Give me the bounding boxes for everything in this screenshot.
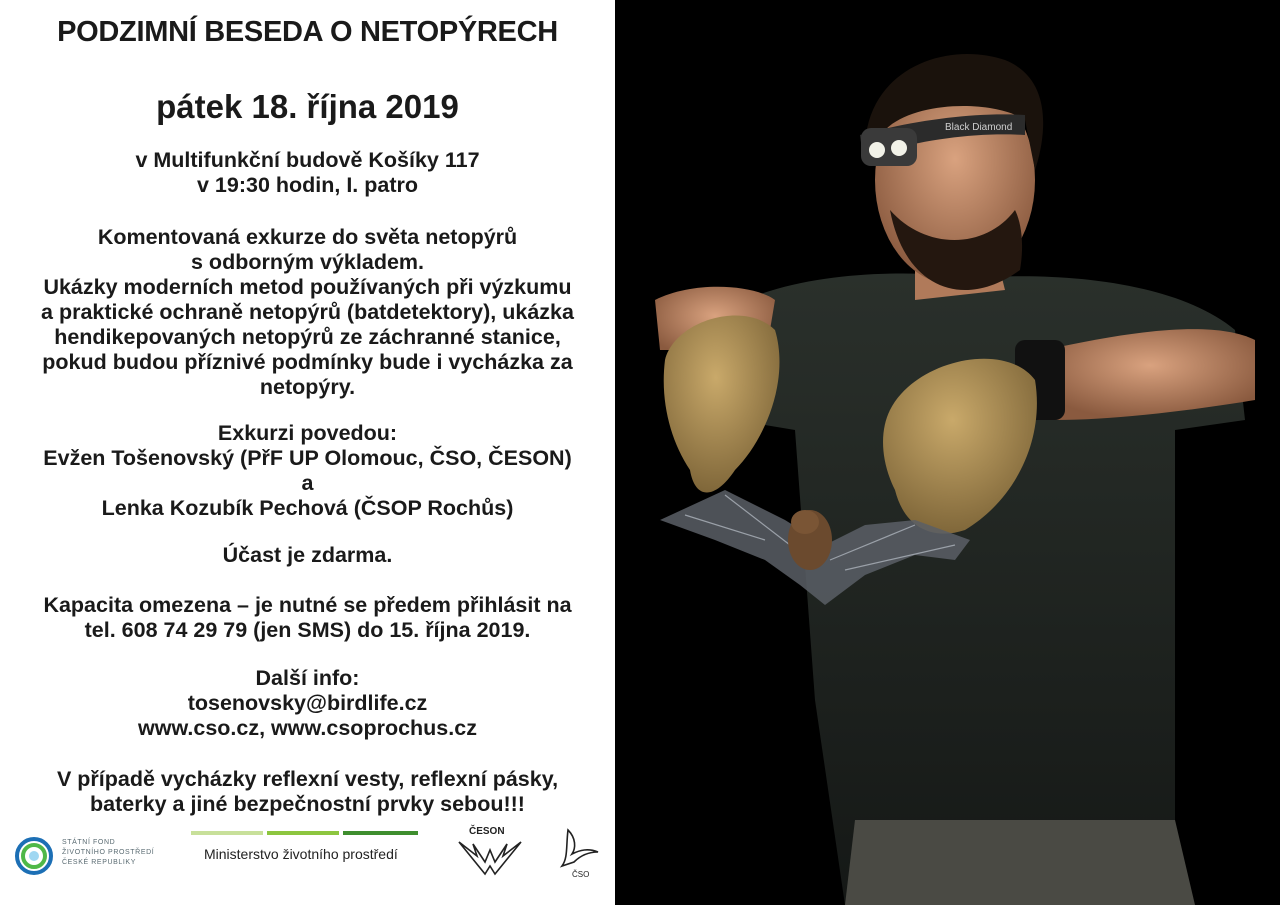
info-line: www.cso.cz, www.csoprochus.cz [138, 716, 477, 740]
guides-line: a [301, 471, 314, 495]
description-line: s odborným výkladem. [191, 250, 424, 274]
photo-bat-researcher [615, 0, 1280, 905]
guides-line: Lenka Kozubík Pechová (ČSOP Rochůs) [101, 496, 514, 520]
poster-text-panel [0, 0, 615, 905]
sfzp-line: ČESKÉ REPUBLIKY [62, 859, 136, 866]
description-line: Komentovaná exkurze do světa netopýrů [97, 225, 518, 249]
safety-block [0, 767, 615, 817]
free-entry-text: Účast je zdarma. [222, 543, 393, 567]
description-line: pokud budou příznivé podmínky bude i vycházka za [42, 350, 573, 374]
info-line: tosenovsky@birdlife.cz [187, 691, 428, 715]
venue-block [0, 148, 615, 198]
mzp-label: Ministerstvo životního prostředí [204, 846, 398, 862]
capacity-block [0, 593, 615, 643]
sfzp-logo [14, 836, 174, 876]
mzp-stripe [343, 831, 418, 835]
description-line: netopýry. [259, 375, 356, 399]
description-line: a praktické ochraně netopýrů (batdetektory), ukázka [41, 300, 574, 324]
capacity-line: tel. 608 74 29 79 (jen SMS) do 15. října 2019. [84, 618, 531, 642]
description-block [0, 225, 615, 400]
guides-line: Evžen Tošenovský (PřF UP Olomouc, ČSO, ČESON) [43, 446, 572, 470]
capacity-line: Kapacita omezena – je nutné se předem přihlásit na [43, 593, 572, 617]
cso-logo [556, 828, 601, 883]
venue-line: v 19:30 hodin, I. patro [196, 173, 418, 197]
headlamp-brand: Black Diamond [945, 122, 1013, 133]
ceson-bat-icon [455, 836, 525, 876]
cso-bird-icon [556, 828, 601, 868]
info-block [0, 666, 615, 741]
info-line: Další info: [255, 666, 360, 690]
ceson-label: ČESON [469, 826, 505, 837]
safety-line: baterky a jiné bezpečnostní prvky sebou!!! [90, 792, 525, 816]
description-line: hendikepovaných netopýrů ze záchranné stanice, [54, 325, 561, 349]
description-line: Ukázky moderních metod používaných při výzkumu [43, 275, 572, 299]
ceson-logo [455, 826, 525, 876]
mzp-stripe [191, 831, 263, 835]
poster-title: PODZIMNÍ BESEDA O NETOPÝRECH [57, 16, 558, 48]
sfzp-emblem-icon [14, 836, 54, 876]
guides-block [0, 421, 615, 521]
venue-line: v Multifunkční budově Košíky 117 [135, 148, 480, 172]
sfzp-line: ŽIVOTNÍHO PROSTŘEDÍ [62, 849, 155, 856]
mzp-stripe [267, 831, 339, 835]
event-date: pátek 18. října 2019 [156, 88, 459, 125]
guides-line: Exkurzi povedou: [217, 421, 398, 445]
cso-label: ČSO [572, 870, 590, 879]
safety-line: V případě vycházky reflexní vesty, reflexní pásky, [56, 767, 559, 791]
free-entry [0, 543, 615, 568]
event-photo [615, 0, 1280, 905]
sfzp-line: STÁTNÍ FOND [62, 839, 116, 846]
